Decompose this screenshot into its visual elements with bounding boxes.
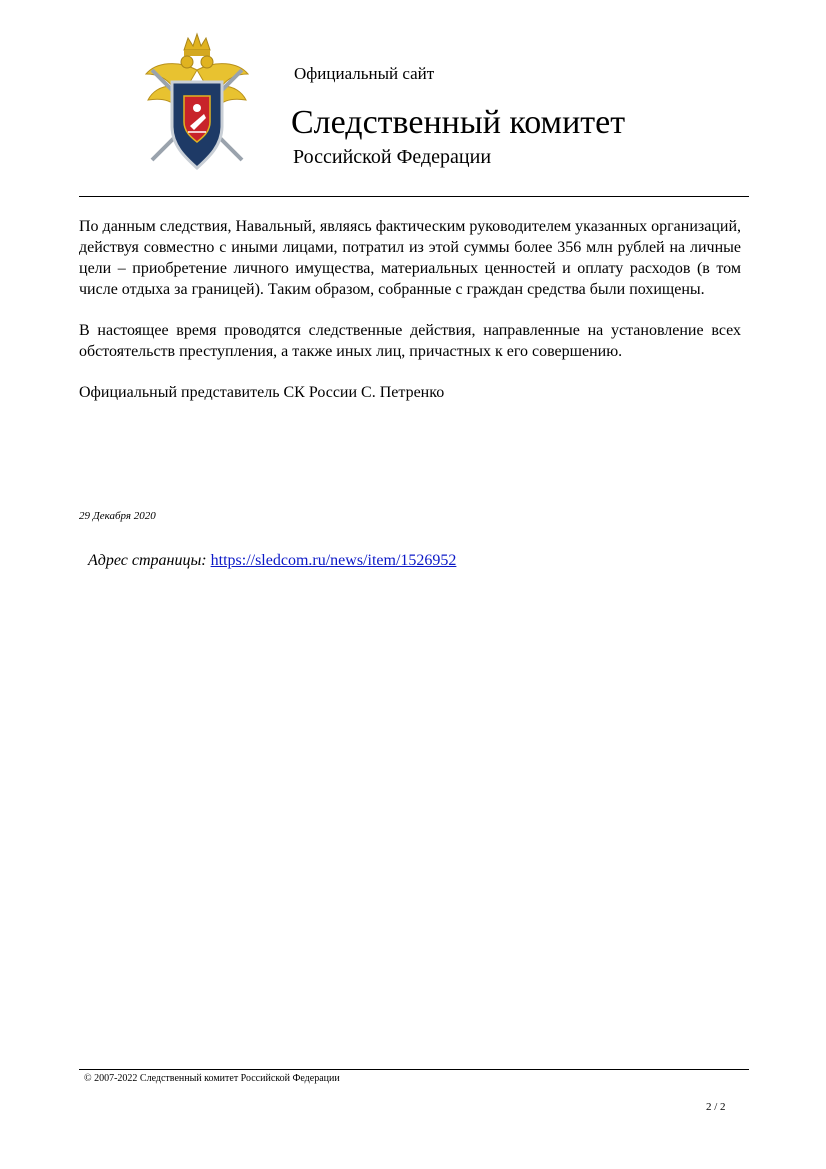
page-number: 2 / 2	[706, 1101, 726, 1113]
address-label: Адрес страницы:	[88, 552, 207, 569]
page-title: Следственный комитет	[291, 104, 626, 141]
address-link[interactable]: https://sledcom.ru/news/item/1526952	[210, 552, 457, 569]
publication-date: 29 Декабря 2020	[79, 510, 156, 522]
page-address	[88, 551, 456, 571]
organization-name: Российской Федерации	[293, 146, 492, 168]
article-body	[79, 216, 741, 423]
site-subtitle: Официальный сайт	[294, 64, 435, 83]
investigative-committee-emblem-icon	[138, 30, 256, 176]
footer-divider	[79, 1069, 749, 1070]
header-divider	[79, 196, 749, 197]
copyright-notice: © 2007-2022 Следственный комитет Российской Федерации	[84, 1073, 340, 1084]
article-paragraph: По данным следствия, Навальный, являясь фактическим руководителем указанных организаций, действуя совместно с иными лицами, потратил из этой суммы более 356 млн рублей на личные цели – приобретение личного имущества, материальных ценностей и оплату расходов (в том числе отдыха за границей). Таким образом, собранные с граждан средства были похищены.	[79, 218, 741, 298]
article-signature: Официальный представитель СК России С. Петренко	[79, 384, 445, 401]
article-paragraph: В настоящее время проводятся следственные действия, направленные на установление всех обстоятельств преступления, а также иных лиц, причастных к его совершению.	[79, 322, 741, 360]
